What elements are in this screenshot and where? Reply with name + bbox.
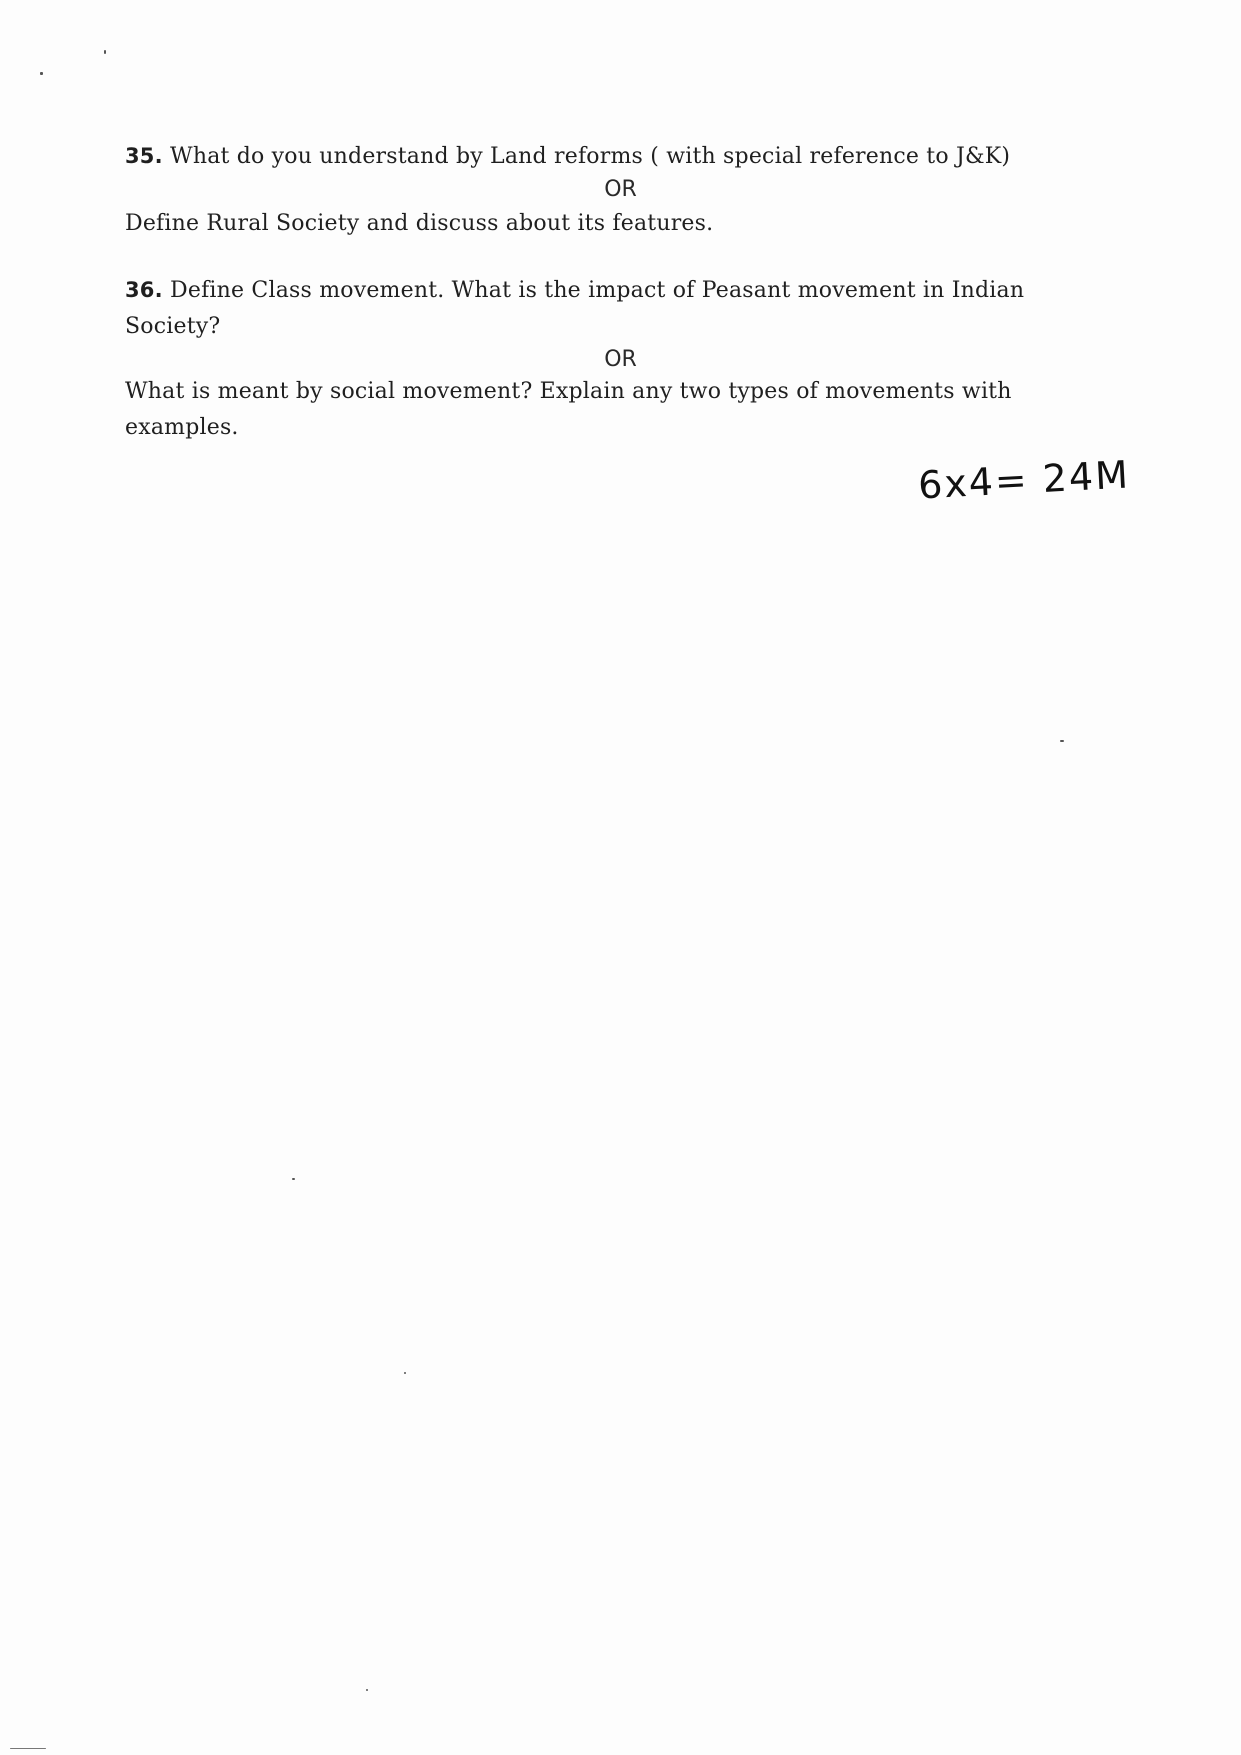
or-label: OR xyxy=(604,177,637,202)
question-35 xyxy=(125,138,1115,175)
scan-speck xyxy=(366,1689,368,1691)
handwritten-marks-note: 6x4= 24M xyxy=(916,452,1131,508)
question-text: What do you understand by Land reforms ( with special reference to J&K) xyxy=(170,144,1011,169)
alternative-question-35: Define Rural Society and discuss about its features. xyxy=(125,211,714,236)
or-label: OR xyxy=(604,347,637,372)
scan-speck xyxy=(1060,740,1064,742)
scan-speck xyxy=(404,1372,406,1374)
scan-speck xyxy=(292,1178,295,1180)
question-text: Define Class movement. What is the impact of Peasant movement in Indian Society? xyxy=(125,278,1025,339)
scan-speck xyxy=(104,50,106,54)
scan-speck xyxy=(40,72,43,75)
scan-edge-line xyxy=(10,1748,46,1749)
question-number: 35. xyxy=(125,144,163,168)
question-number: 36. xyxy=(125,278,163,302)
alternative-question-36: What is meant by social movement? Explain any two types of movements with examples. xyxy=(125,379,1012,440)
question-36 xyxy=(125,272,1115,345)
